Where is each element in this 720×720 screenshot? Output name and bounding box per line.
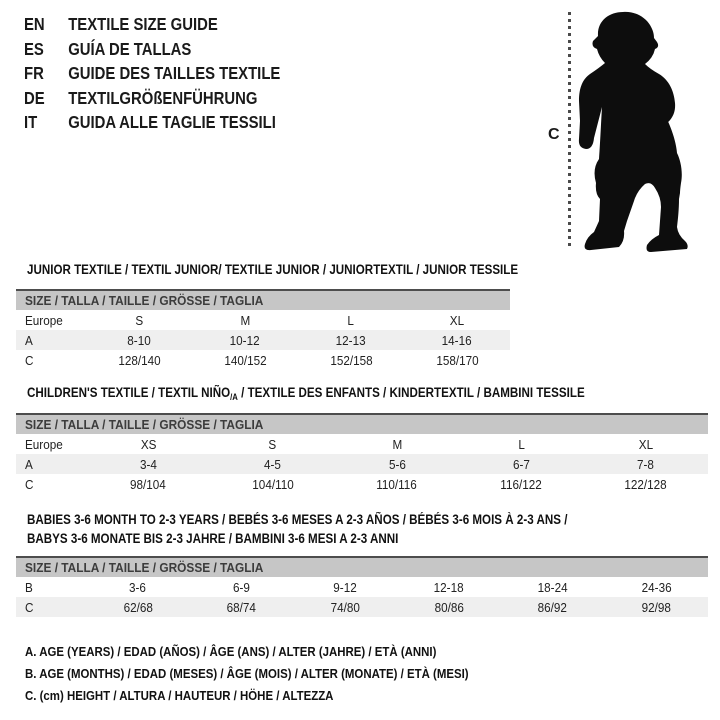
lang-code-it: IT <box>24 112 38 132</box>
table-row <box>16 310 510 330</box>
footnotes <box>25 641 529 707</box>
row-label: C <box>25 599 34 615</box>
title-part-pre: CHILDREN'S TEXTILE / TEXTIL NIÑO <box>27 385 231 400</box>
cell-value: 7-8 <box>637 456 655 472</box>
lang-code-fr: FR <box>24 63 44 83</box>
cell-value: 3-4 <box>139 456 157 472</box>
height-measure-dotted-line <box>568 12 571 250</box>
babies-size-bar-text: SIZE / TALLA / TAILLE / GRÖSSE / TAGLIA <box>25 560 264 575</box>
cell-value: L <box>518 436 525 452</box>
height-measure-label: C <box>548 126 560 143</box>
cell-value: XS <box>140 436 156 452</box>
cell-value: 140/152 <box>223 352 267 368</box>
lang-title-de: TEXTILGRÖßENFÜHRUNG <box>68 87 258 108</box>
cell-value: 9-12 <box>333 579 357 595</box>
babies-title-line2: BABYS 3-6 MONATE BIS 2-3 JAHRE / BAMBINI 3-6 MESI A 2-3 ANNI <box>27 530 399 546</box>
lang-row-it <box>24 110 280 135</box>
footnote-a-text: A. AGE (YEARS) / EDAD (AÑOS) / ÂGE (ANS) / ALTER (JAHRE) / ETÀ (ANNI) <box>25 644 437 659</box>
lang-title-it: GUIDA ALLE TAGLIE TESSILI <box>68 112 276 132</box>
lang-code-en: EN <box>24 14 45 34</box>
cell-value: 14-16 <box>442 332 472 348</box>
lang-title-en: TEXTILE SIZE GUIDE <box>68 14 218 34</box>
cell-value: 6-9 <box>233 579 250 595</box>
cell-value: 6-7 <box>512 456 530 472</box>
cell-value: 12-18 <box>433 579 464 595</box>
lang-row-fr <box>24 61 280 86</box>
language-title-list <box>24 12 326 135</box>
cell-value: 104/110 <box>251 476 294 492</box>
cell-value: M <box>240 312 250 328</box>
junior-size-bar-text: SIZE / TALLA / TAILLE / GRÖSSE / TAGLIA <box>25 293 264 308</box>
cell-value: 68/74 <box>226 599 257 615</box>
cell-value: 86/92 <box>537 599 568 615</box>
junior-section-title-text: JUNIOR TEXTILE / TEXTIL JUNIOR/ TEXTILE JUNIOR / JUNIORTEXTIL / JUNIOR TESSILE <box>27 262 519 277</box>
row-label: A <box>25 456 33 472</box>
lang-row-es <box>24 37 280 62</box>
table-row <box>16 434 708 454</box>
cell-value: XL <box>449 312 465 328</box>
table-row <box>16 454 708 474</box>
footnote-a <box>25 641 529 663</box>
table-row <box>16 597 708 617</box>
lang-row-en <box>24 12 280 37</box>
childrens-size-bar <box>16 414 708 434</box>
cell-value: 8-10 <box>127 332 151 348</box>
row-label: A <box>25 332 33 348</box>
childrens-section-title <box>27 384 676 407</box>
cell-value: 152/158 <box>329 352 373 368</box>
cell-value: S <box>135 312 143 328</box>
junior-size-bar <box>16 290 510 310</box>
cell-value: 92/98 <box>641 599 671 615</box>
childrens-size-bar-text: SIZE / TALLA / TAILLE / GRÖSSE / TAGLIA <box>25 417 264 432</box>
childrens-section-title-text <box>27 384 585 407</box>
footnote-b <box>25 663 529 685</box>
lang-title-fr: GUIDE DES TAILLES TEXTILE <box>68 63 281 83</box>
row-label: C <box>25 352 34 368</box>
cell-value: XL <box>638 436 653 452</box>
cell-value: 98/104 <box>130 476 167 492</box>
title-part-subscript: /A <box>230 392 238 402</box>
row-label: B <box>25 579 33 595</box>
cell-value: 110/116 <box>376 476 418 492</box>
cell-value: 74/80 <box>330 599 360 615</box>
row-label: Europe <box>25 312 63 328</box>
childrens-size-table <box>16 413 708 494</box>
cell-value: M <box>392 436 402 452</box>
cell-value: 4-5 <box>264 456 282 472</box>
cell-value: L <box>347 312 355 328</box>
cell-value: 62/68 <box>123 599 153 615</box>
toddler-silhouette-image <box>577 11 690 253</box>
table-row <box>16 330 510 350</box>
babies-size-table <box>16 556 708 617</box>
table-row <box>16 577 708 597</box>
cell-value: S <box>268 436 277 452</box>
junior-size-table <box>16 289 510 370</box>
babies-title-line1: BABIES 3-6 MONTH TO 2-3 YEARS / BEBÉS 3-6 MESES A 2-3 AÑOS / BÉBÉS 3-6 MOIS À 2-3 ANS / <box>27 512 568 527</box>
junior-section-title <box>27 261 598 280</box>
footnote-c-text: C. (cm) HEIGHT / ALTURA / HAUTEUR / HÖHE / ALTEZZA <box>25 688 334 703</box>
cell-value: 5-6 <box>388 456 406 472</box>
cell-value: 24-36 <box>641 579 672 595</box>
lang-code-de: DE <box>24 87 45 108</box>
title-part-post: / TEXTILE DES ENFANTS / KINDERTEXTIL / BAMBINI TESSILE <box>237 385 585 400</box>
cell-value: 18-24 <box>537 579 568 595</box>
cell-value: 122/128 <box>624 476 667 492</box>
cell-value: 3-6 <box>129 579 147 595</box>
lang-row-de <box>24 86 280 111</box>
babies-size-bar <box>16 557 708 577</box>
lang-code-es: ES <box>24 38 44 59</box>
cell-value: 80/86 <box>434 599 464 615</box>
lang-title-es: GUÍA DE TALLAS <box>68 38 192 59</box>
babies-section-title <box>27 511 655 548</box>
cell-value: 10-12 <box>230 332 260 348</box>
row-label: Europe <box>25 436 63 452</box>
table-row <box>16 474 708 494</box>
footnote-b-text: B. AGE (MONTHS) / EDAD (MESES) / ÂGE (MOIS) / ALTER (MONATE) / ETÀ (MESI) <box>25 666 469 681</box>
row-label: C <box>25 476 34 492</box>
cell-value: 116/122 <box>500 476 543 492</box>
table-row <box>16 350 510 370</box>
cell-value: 12-13 <box>336 332 366 348</box>
cell-value: 158/170 <box>435 352 479 368</box>
cell-value: 128/140 <box>117 352 161 368</box>
footnote-c <box>25 685 529 707</box>
